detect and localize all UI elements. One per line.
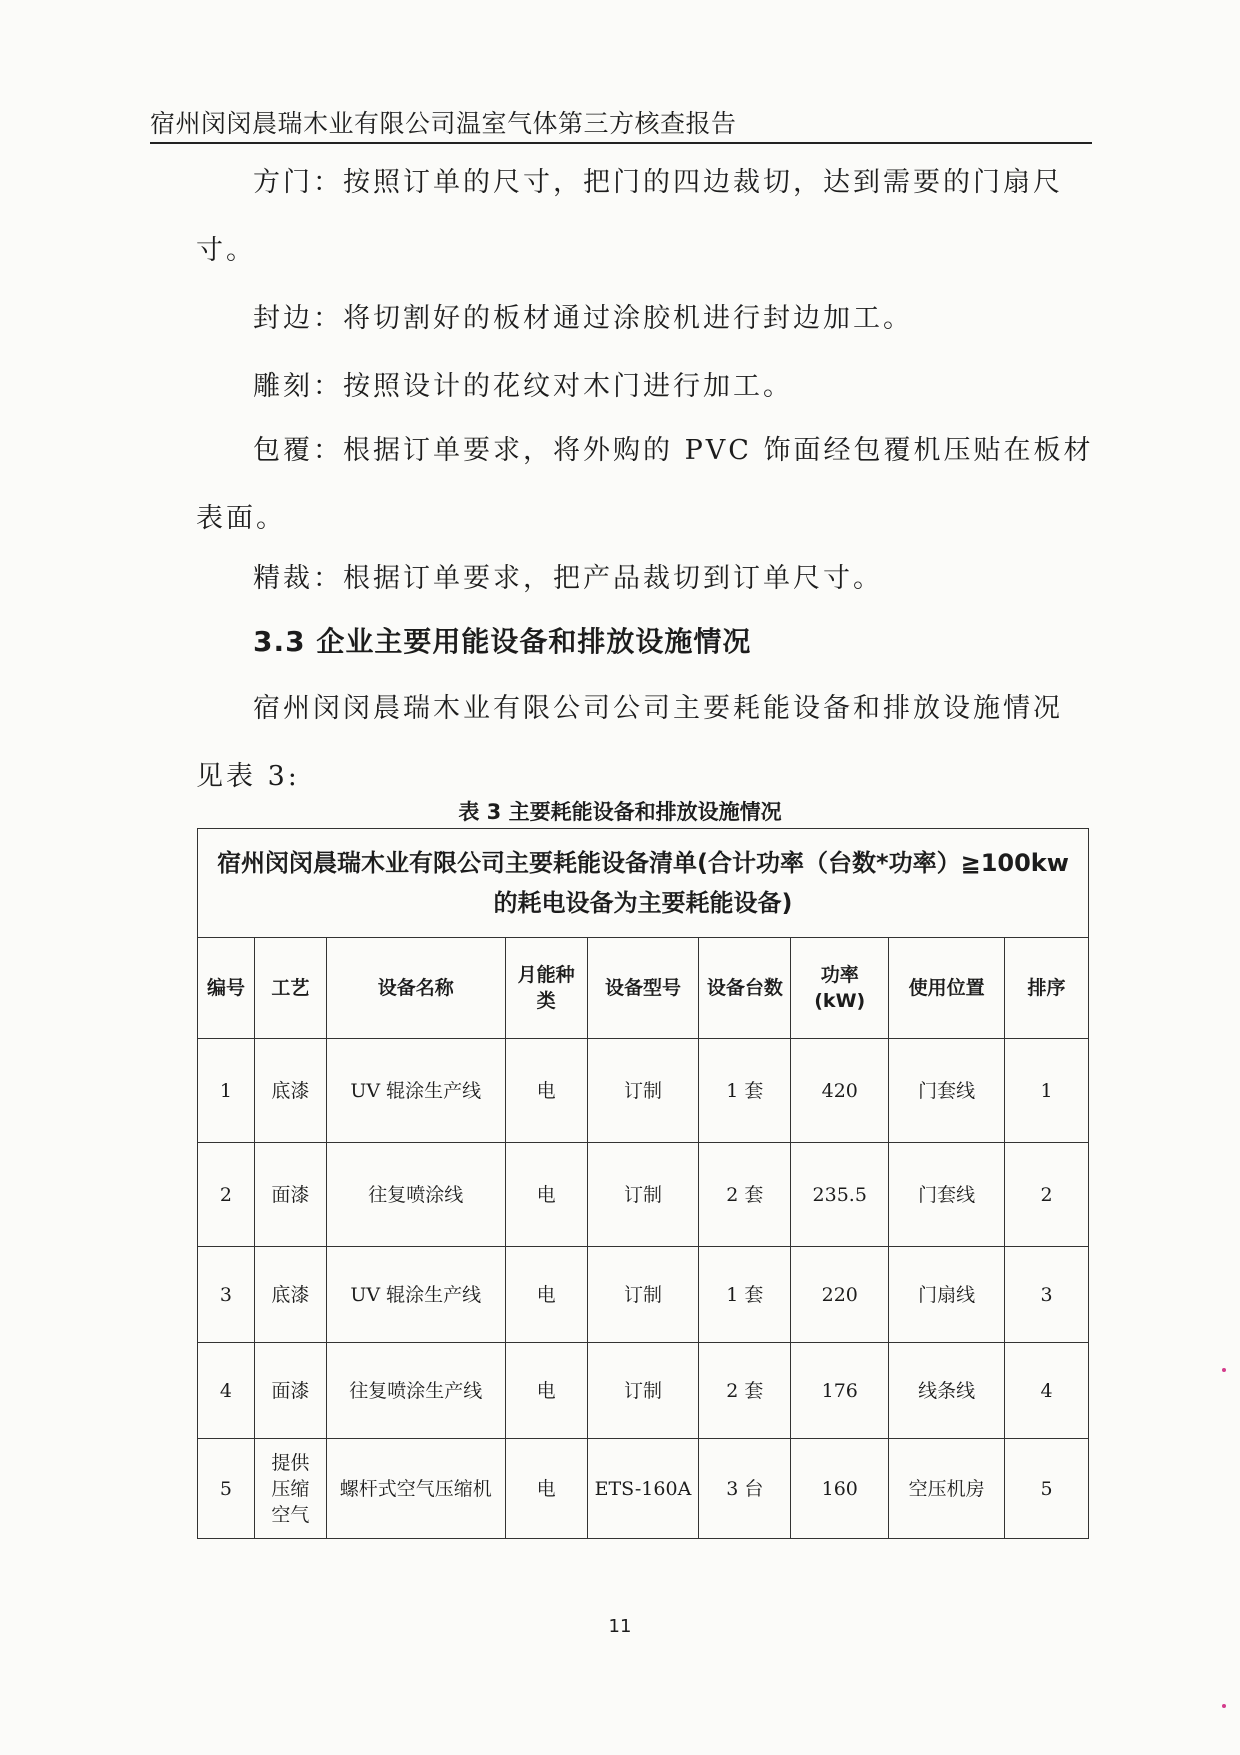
cell-name: UV 辊涂生产线 xyxy=(326,1247,505,1343)
paragraph-jingcai: 精裁：根据订单要求，把产品裁切到订单尺寸。 xyxy=(253,563,883,594)
cell-no: 1 xyxy=(198,1039,255,1143)
cell-power: 235.5 xyxy=(791,1143,889,1247)
cell-rank: 4 xyxy=(1005,1343,1089,1439)
page-number: 11 xyxy=(608,1616,632,1637)
header-count: 设备台数 xyxy=(699,938,791,1039)
table-row xyxy=(198,1343,1089,1439)
cell-model: 订制 xyxy=(587,1143,699,1247)
cell-process: 底漆 xyxy=(254,1039,326,1143)
cell-no: 2 xyxy=(198,1143,255,1247)
cell-model: 订制 xyxy=(587,1039,699,1143)
cell-process: 提供压缩空气 xyxy=(254,1439,326,1539)
cell-name: UV 辊涂生产线 xyxy=(326,1039,505,1143)
cell-no: 3 xyxy=(198,1247,255,1343)
report-header-title: 宿州闵闵晨瑞木业有限公司温室气体第三方核查报告 xyxy=(150,109,737,138)
section-heading: 3.3 企业主要用能设备和排放设施情况 xyxy=(253,625,752,658)
header-power: 功率(kW) xyxy=(791,938,889,1039)
header-rank: 排序 xyxy=(1005,938,1089,1039)
cell-location: 线条线 xyxy=(889,1343,1005,1439)
header-name: 设备名称 xyxy=(326,938,505,1039)
intro-paragraph-line2: 见表 3: xyxy=(196,761,300,792)
cell-model: 订制 xyxy=(587,1343,699,1439)
cell-name: 往复喷涂生产线 xyxy=(326,1343,505,1439)
cell-count: 2 套 xyxy=(699,1343,791,1439)
cell-name: 螺杆式空气压缩机 xyxy=(326,1439,505,1539)
cell-energy: 电 xyxy=(505,1439,587,1539)
table-row xyxy=(198,1039,1089,1143)
cell-count: 2 套 xyxy=(699,1143,791,1247)
cell-energy: 电 xyxy=(505,1343,587,1439)
paragraph-fangmen-line2: 寸。 xyxy=(196,235,256,266)
paragraph-baofu-line2: 表面。 xyxy=(196,503,286,534)
cell-power: 220 xyxy=(791,1247,889,1343)
cell-count: 3 台 xyxy=(699,1439,791,1539)
table-row xyxy=(198,1143,1089,1247)
table-title: 宿州闵闵晨瑞木业有限公司主要耗能设备清单(合计功率（台数*功率）≧100kw 的耗电设备为主要耗能设备) xyxy=(198,829,1089,938)
header-location: 使用位置 xyxy=(889,938,1005,1039)
cell-location: 门套线 xyxy=(889,1143,1005,1247)
header-model: 设备型号 xyxy=(587,938,699,1039)
paragraph-baofu-line1: 包覆：根据订单要求，将外购的 PVC 饰面经包覆机压贴在板材 xyxy=(253,435,1094,466)
cell-no: 4 xyxy=(198,1343,255,1439)
cell-no: 5 xyxy=(198,1439,255,1539)
equipment-table xyxy=(197,828,1089,1539)
cell-energy: 电 xyxy=(505,1039,587,1143)
cell-process: 底漆 xyxy=(254,1247,326,1343)
paragraph-diaoke: 雕刻：按照设计的花纹对木门进行加工。 xyxy=(253,371,793,402)
cell-energy: 电 xyxy=(505,1247,587,1343)
cell-count: 1 套 xyxy=(699,1039,791,1143)
cell-model: ETS-160A xyxy=(587,1439,699,1539)
table-row xyxy=(198,1247,1089,1343)
header-energy: 月能种类 xyxy=(505,938,587,1039)
cell-name: 往复喷涂线 xyxy=(326,1143,505,1247)
cell-process: 面漆 xyxy=(254,1343,326,1439)
cell-location: 门扇线 xyxy=(889,1247,1005,1343)
header-process: 工艺 xyxy=(254,938,326,1039)
cell-location: 空压机房 xyxy=(889,1439,1005,1539)
cell-rank: 3 xyxy=(1005,1247,1089,1343)
scan-artifact-dot xyxy=(1222,1704,1226,1708)
cell-location: 门套线 xyxy=(889,1039,1005,1143)
paragraph-fangmen-line1: 方门：按照订单的尺寸，把门的四边裁切，达到需要的门扇尺 xyxy=(253,167,1063,198)
table-row xyxy=(198,1439,1089,1539)
cell-process: 面漆 xyxy=(254,1143,326,1247)
intro-paragraph-line1: 宿州闵闵晨瑞木业有限公司公司主要耗能设备和排放设施情况 xyxy=(253,693,1063,724)
cell-rank: 2 xyxy=(1005,1143,1089,1247)
table-header-row xyxy=(198,938,1089,1039)
cell-energy: 电 xyxy=(505,1143,587,1247)
header-divider xyxy=(150,142,1092,144)
cell-power: 160 xyxy=(791,1439,889,1539)
header-no: 编号 xyxy=(198,938,255,1039)
cell-power: 176 xyxy=(791,1343,889,1439)
paragraph-fengbian: 封边：将切割好的板材通过涂胶机进行封边加工。 xyxy=(253,303,913,334)
cell-rank: 5 xyxy=(1005,1439,1089,1539)
cell-model: 订制 xyxy=(587,1247,699,1343)
scan-artifact-dot xyxy=(1222,1368,1226,1372)
cell-power: 420 xyxy=(791,1039,889,1143)
table-caption: 表 3 主要耗能设备和排放设施情况 xyxy=(458,800,782,824)
cell-rank: 1 xyxy=(1005,1039,1089,1143)
cell-count: 1 套 xyxy=(699,1247,791,1343)
